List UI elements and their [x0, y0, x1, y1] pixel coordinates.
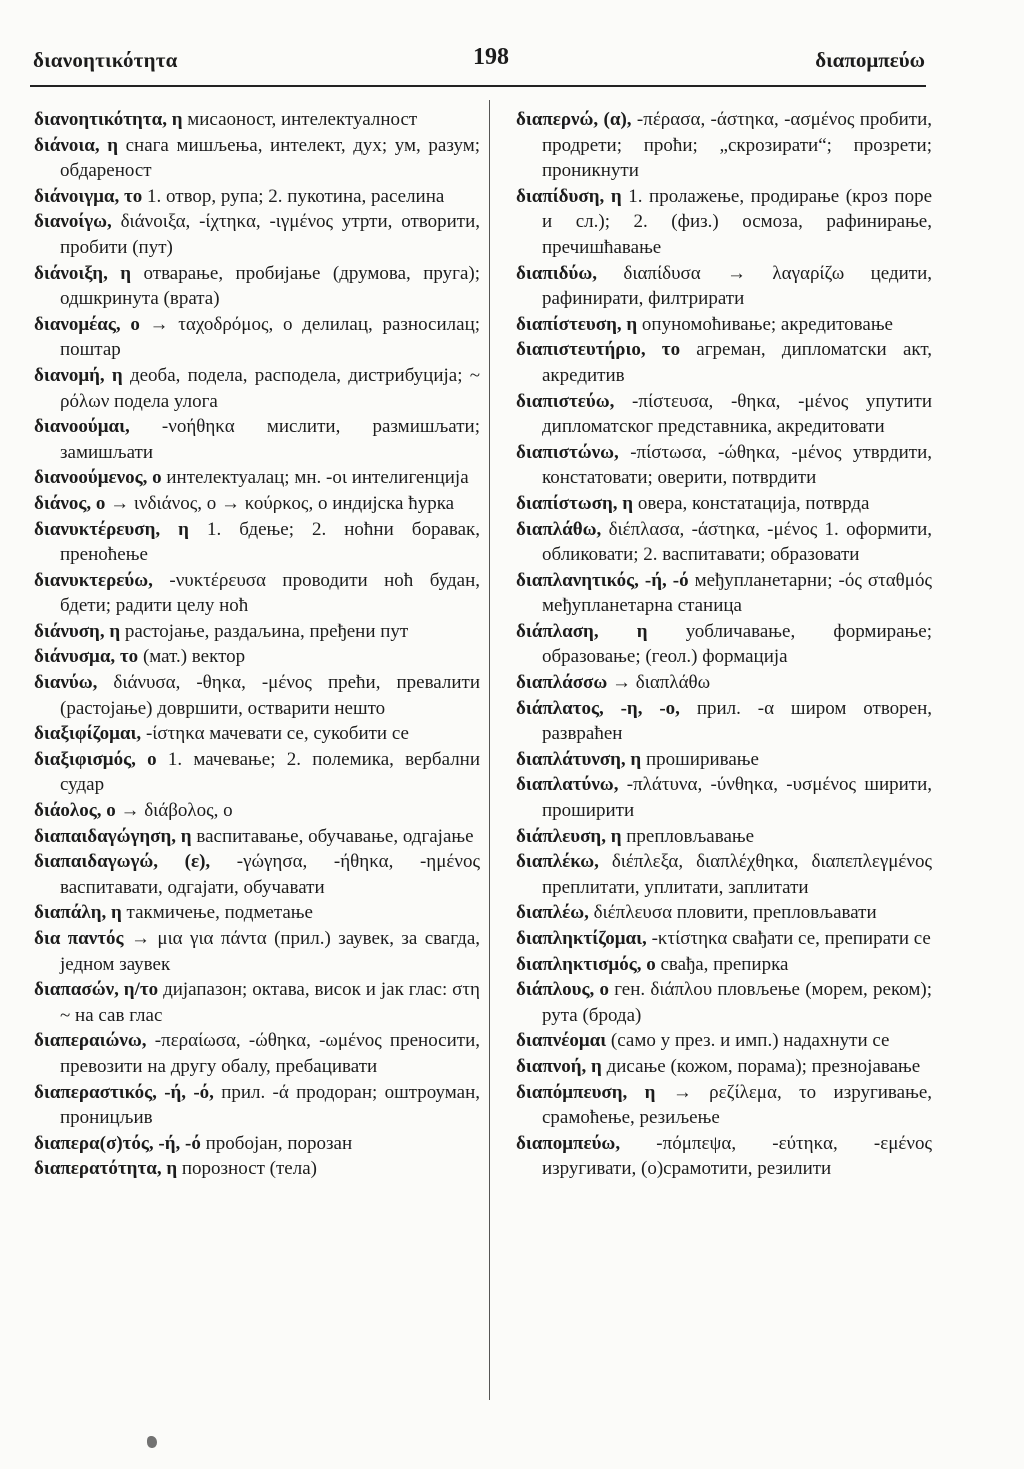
- entry-headword: διανομή, η: [34, 364, 123, 386]
- header-rule: [30, 85, 926, 87]
- entry-headword: διανοίγω,: [34, 211, 112, 233]
- dictionary-entry: [516, 977, 932, 1028]
- entry-headword: διάνοιγμα, το: [34, 185, 143, 207]
- entry-headword: διάνυσμα, το: [34, 646, 139, 668]
- dictionary-entry: [516, 1080, 932, 1131]
- dictionary-entry: [34, 491, 480, 517]
- entry-headword: διαπάλη, η: [34, 902, 122, 924]
- entry-headword: διανοητικότητα, η: [34, 109, 183, 130]
- dictionary-entry: [516, 1131, 932, 1182]
- dictionary-entry: [516, 517, 932, 568]
- entry-headword: διαπαιδαγωγώ, (ε),: [34, 851, 211, 873]
- dictionary-entry: [34, 926, 480, 977]
- entry-headword: διαπλάθω,: [516, 518, 602, 540]
- entry-definition: опуномоћивање; акредитовање: [641, 313, 893, 335]
- entry-headword: διάπλατος, -η, -ο,: [516, 697, 680, 719]
- entry-headword: διαπιστευτήριο, το: [516, 339, 681, 361]
- entry-headword: διαπιστώνω,: [516, 441, 619, 463]
- entry-definition: овера, констатација, потврда: [637, 492, 870, 514]
- entry-headword: διαπερατότητα, η: [34, 1158, 178, 1180]
- entry-headword: διαπόμπευση, η: [516, 1081, 656, 1103]
- entry-definition: -κτίστηκα свађати се, препирати се: [651, 928, 931, 949]
- dictionary-entry: [516, 747, 932, 773]
- dictionary-entry: [34, 184, 480, 210]
- dictionary-entry: [516, 312, 932, 338]
- entry-definition: агреман, дипломатски акт, акредитив: [542, 339, 932, 386]
- entry-definition: διαπίδυσα → λαγαρίζω цедити, рафинирати, филтрирати: [542, 262, 933, 310]
- entry-headword: διαπομπεύω,: [516, 1132, 621, 1154]
- entry-headword: διαπλατύνω,: [516, 774, 619, 796]
- entry-headword: διαπλέκω,: [516, 851, 599, 873]
- running-head: [33, 40, 925, 80]
- dictionary-entry: [516, 440, 932, 491]
- entry-definition: васпитавање, обучавање, одгајање: [196, 825, 474, 847]
- entry-definition: 1. бдење; 2. ноћни боравак, преноћење: [60, 518, 481, 566]
- entry-headword: διαπλάτυνση, η: [516, 748, 642, 770]
- dictionary-entry: [34, 824, 480, 850]
- dictionary-entry: [516, 696, 932, 747]
- dictionary-entry: [34, 363, 480, 414]
- dictionary-entry: [34, 849, 480, 900]
- entry-definition: → ινδιάνος, ο → κούρκος, ο индијска ћурка: [110, 492, 455, 514]
- dictionary-entry: [516, 670, 932, 696]
- entry-definition: међупланетарни; -ός σταθμός међупланетарна станица: [542, 569, 932, 617]
- dictionary-entry: [516, 1054, 932, 1080]
- entry-headword: διαπληκτισμός, ο: [516, 953, 656, 975]
- dictionary-entry: [516, 952, 932, 978]
- entry-headword: διαπλέω,: [516, 902, 589, 924]
- entry-definition: -πόμπεψα, -εύτηκα, -εμένος изругивати, (о)срамотити, резилити: [542, 1132, 932, 1180]
- entry-headword: διαπασών, η/το: [34, 979, 159, 1001]
- entry-definition: διέπλασα, -άστηκα, -μένος 1. оформити, обликовати; 2. васпитавати; образовати: [542, 518, 932, 566]
- entry-definition: снага мишљења, интелект, дух; ум, разум; обдареност: [60, 134, 480, 182]
- entry-definition: -νυκτέρευσα проводити ноћ будан, бдети; радити целу ноћ: [60, 569, 481, 617]
- dictionary-entry: [34, 107, 480, 133]
- dictionary-entry: [516, 568, 932, 619]
- entry-headword: διάπλευση, η: [516, 825, 622, 847]
- entry-headword: διαπαιδαγώγηση, η: [34, 825, 192, 847]
- dictionary-entry: [516, 772, 932, 823]
- dictionary-entry: [34, 900, 480, 926]
- entry-headword: διάνος, ο: [34, 492, 106, 514]
- entry-definition: свађа, препирка: [660, 953, 789, 975]
- dictionary-entry: [34, 619, 480, 645]
- entry-headword: διάπλους, ο: [516, 979, 609, 1001]
- entry-definition: (мат.) вектор: [142, 646, 246, 668]
- entry-definition: διάνυσα, -θηκα, -μένος прећи, превалити (растојање) довршити, остварити нешто: [60, 672, 481, 719]
- entry-definition: διέπλεξα, διαπλέχθηκα, διαπεπλεγμένος преплитати, уплитати, заплитати: [542, 851, 932, 898]
- entry-definition: 1. мачевање; 2. полемика, вербални судар: [60, 748, 481, 796]
- entry-definition: -ίστηκα мачевати се, сукобити се: [145, 723, 409, 745]
- column-divider: [489, 100, 490, 1400]
- entry-headword: διαξιφισμός, ο: [34, 748, 157, 770]
- entry-headword: διάνοια, η: [34, 134, 118, 156]
- entry-headword: διαπεραστικός, -ή, -ό,: [34, 1081, 214, 1103]
- entry-definition: → ρεζίλεμα, το изругивање, срамоћење, резиљење: [542, 1081, 932, 1129]
- dictionary-entry: [34, 414, 480, 465]
- dictionary-entry: [34, 1080, 480, 1131]
- entry-headword: διανύω,: [34, 672, 98, 694]
- dictionary-entry: [34, 644, 480, 670]
- entry-definition: → διαπλάθω: [612, 672, 711, 694]
- entry-definition: -πέρασα, -άστηκα, -ασμένος пробити, продрети; проћи; „скрозирати“; прозрети; проникнути: [542, 109, 932, 182]
- entry-headword: διανοούμαι,: [34, 416, 130, 438]
- dictionary-entry: [516, 107, 932, 184]
- dictionary-entry: [34, 977, 480, 1028]
- entry-definition: -πλάτυνα, -ύνθηκα, -υσμένος ширити, проширити: [542, 774, 933, 822]
- entry-headword: διαπνέομαι: [516, 1030, 607, 1052]
- entry-definition: → μια για πάντα (прил.) заувек, за свагда, једном заувек: [60, 928, 480, 975]
- dictionary-entry: [34, 798, 480, 824]
- entry-headword: διαπνοή, η: [516, 1055, 602, 1077]
- entry-definition: дисање (кожом, порама); презнојавање: [606, 1055, 921, 1077]
- entry-definition: 1. пролажење, продирање (кроз поре и сл.); 2. (физ.) осмоза, рафинирање, пречишћавање: [542, 185, 933, 258]
- entry-definition: -περαίωσα, -ώθηκα, -ωμένος преносити, превозити на другу обалу, пребацивати: [60, 1030, 480, 1077]
- entry-definition: → διάβολος, ο: [120, 800, 233, 822]
- dictionary-entry: [34, 517, 480, 568]
- entry-headword: διανυκτέρευση, η: [34, 518, 189, 540]
- entry-headword: διάνυση, η: [34, 620, 121, 642]
- entry-definition: уобличавање, формирање; образовање; (геол.) формација: [542, 620, 932, 668]
- entry-definition: интелектуалац; мн. -οι интелигенција: [166, 467, 469, 489]
- entry-headword: διαξιφίζομαι,: [34, 723, 142, 745]
- entry-definition: ген. διάπλου пловљење (морем, реком); рута (брода): [542, 979, 932, 1026]
- entry-definition: порозност (тела): [181, 1158, 317, 1180]
- entry-headword: διαπερα(σ)τός, -ή, -ό: [34, 1132, 201, 1154]
- dictionary-entry: [34, 133, 480, 184]
- entry-definition: -πίστευσα, -θηκα, -μένος упутити дипломатског представника, акредитовати: [542, 390, 932, 438]
- dictionary-entry: [516, 184, 932, 261]
- dictionary-entry: [516, 337, 932, 388]
- entry-headword: διαπεραιώνω,: [34, 1030, 147, 1052]
- dictionary-entry: [516, 261, 932, 312]
- ink-smudge: [147, 1436, 157, 1448]
- entry-headword: διαπίστωση, η: [516, 492, 634, 514]
- entry-definition: -πίστωσα, -ώθηκα, -μένος утврдити, констатовати; оверити, потврдити: [542, 441, 933, 489]
- entry-definition: деоба, подела, расподела, дистрибуција; ~ ρόλων подела улога: [60, 364, 481, 412]
- dictionary-entry: [34, 312, 480, 363]
- entry-definition: растојање, раздаљина, пређени пут: [124, 620, 409, 642]
- entry-definition: пробојан, порозан: [205, 1132, 353, 1154]
- dictionary-entry: [34, 209, 480, 260]
- dictionary-entry: [516, 900, 932, 926]
- entry-headword: διαπερνώ, (α),: [516, 109, 632, 130]
- entry-headword: διαπληκτίζομαι,: [516, 928, 647, 949]
- entry-definition: мисаоност, интелектуалност: [187, 109, 418, 130]
- entry-definition: διέπλευσα пловити, препловљавати: [593, 902, 877, 924]
- dictionary-entry: [516, 1028, 932, 1054]
- entry-headword: δια παντός: [34, 928, 124, 949]
- entry-definition: такмичење, подметање: [126, 902, 313, 924]
- entry-definition: прил. -α широм отворен, развраћен: [542, 697, 933, 745]
- page-number: 198: [473, 44, 509, 70]
- entry-definition: проширивање: [645, 748, 759, 770]
- entry-headword: διανοούμενος, ο: [34, 467, 162, 489]
- dictionary-entry: [34, 1156, 480, 1182]
- entry-headword: διάολος, ο: [34, 800, 116, 822]
- dictionary-entry: [34, 747, 480, 798]
- entry-headword: διανυκτερεύω,: [34, 569, 153, 591]
- entry-definition: (само у през. и имп.) надахнути се: [610, 1030, 890, 1052]
- dictionary-entry: [34, 261, 480, 312]
- entry-headword: διαπιδύω,: [516, 262, 598, 284]
- dictionary-entry: [516, 849, 932, 900]
- entry-headword: διαπίστευση, η: [516, 313, 638, 335]
- entry-definition: → ταχοδρόμος, ο делилац, разносилац; поштар: [60, 313, 481, 361]
- dictionary-entry: [34, 465, 480, 491]
- entry-definition: прил. -ά продоран; оштроуман, проницљив: [60, 1081, 480, 1129]
- dictionary-entry: [516, 824, 932, 850]
- entry-definition: -νοήθηκα мислити, размишљати; замишљати: [60, 416, 480, 463]
- entry-definition: διάνοιξα, -ίχτηκα, -ιγμένος утрти, отворити, пробити (пут): [60, 211, 481, 258]
- entry-headword: διαπιστεύω,: [516, 390, 615, 412]
- entry-definition: препловљавање: [626, 825, 755, 847]
- dictionary-entry: [34, 568, 480, 619]
- dictionary-entry: [34, 670, 480, 721]
- entry-definition: 1. отвор, рупа; 2. пукотина, раселина: [147, 185, 445, 207]
- entry-definition: дијапазон; октава, висок и јак глас: στη ~ на сав глас: [60, 979, 480, 1026]
- dictionary-entry: [516, 619, 932, 670]
- entry-headword: διάπλαση, η: [516, 620, 648, 642]
- dictionary-entry: [516, 389, 932, 440]
- header-left-guideword: διανοητικότητα: [33, 48, 178, 72]
- left-column: [34, 107, 480, 1182]
- dictionary-entry: [34, 1131, 480, 1157]
- dictionary-entry: [516, 926, 932, 952]
- entry-headword: διαπίδυση, η: [516, 185, 622, 207]
- dictionary-entry: [34, 1028, 480, 1079]
- entry-definition: -γώγησα, -ήθηκα, -ημένος васпитавати, одгајати, обучавати: [60, 851, 480, 898]
- header-right-guideword: διαπομπεύω: [815, 48, 925, 72]
- dictionary-entry: [34, 721, 480, 747]
- entry-definition: отварање, пробијање (друмова, пруга); одшкринута (врата): [60, 262, 481, 310]
- entry-headword: διαπλανητικός, -ή, -ό: [516, 569, 689, 591]
- entry-headword: διάνοιξη, η: [34, 262, 132, 284]
- right-column: [516, 107, 932, 1182]
- entry-headword: διανομέας, ο: [34, 313, 140, 335]
- entry-headword: διαπλάσσω: [516, 672, 608, 694]
- dictionary-entry: [516, 491, 932, 517]
